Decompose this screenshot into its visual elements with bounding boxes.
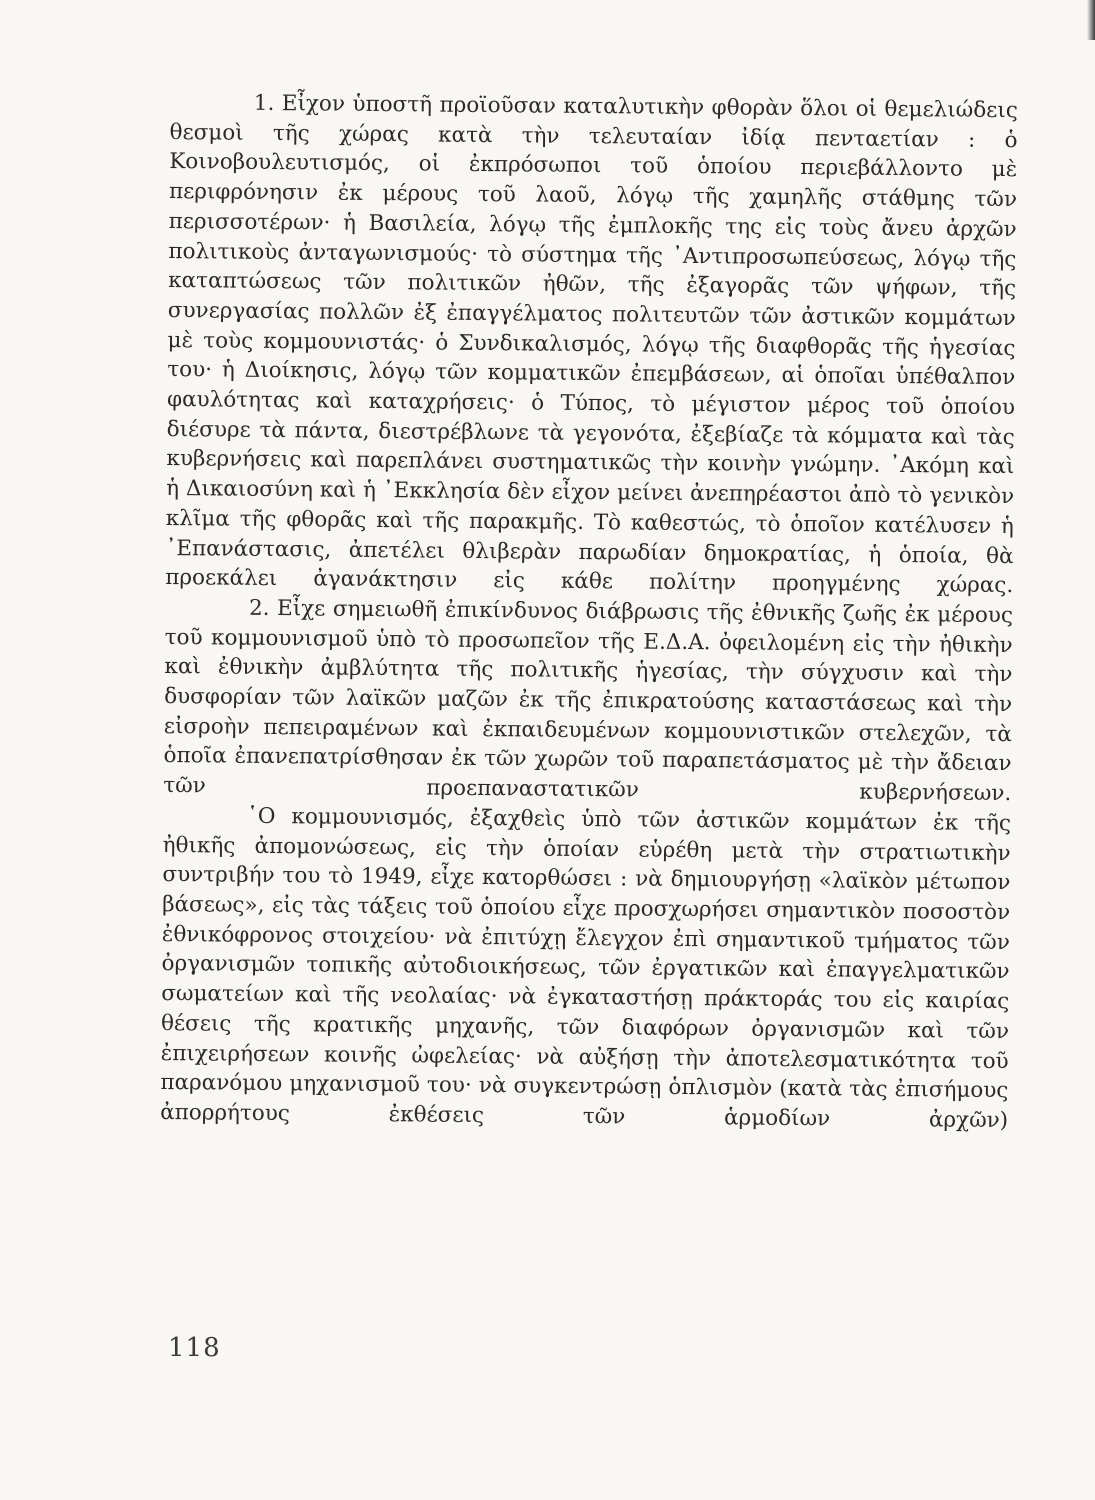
paragraph-2: 2. Εἶχε σημειωθῆ ἐπικίνδυνος διάβρωσις τῆς ἐθνικῆς ζωῆς ἐκ μέρους τοῦ κομμουνισμοῦ ὑπὸ τὸ προσωπεῖον τῆς Ε.Δ.Α. ὀφειλομένη εἰς τὴν ἠθικὴν καὶ ἐθνικὴν ἀμβλύτητα τῆς πολιτικῆς ἡγεσίας, τὴν σύγχυσιν καὶ τὴν δυσφορίαν τῶν λαϊκῶν μαζῶν ἐκ τῆς ἐπικρατούσης καταστάσεως καὶ τὴν εἰσροὴν πεπειραμένων καὶ ἐκπαιδευμένων κομμουνιστικῶν στελεχῶν, τὰ ὁποῖα ἐπανεπατρίσθησαν ἐκ τῶν χωρῶν τοῦ παραπετάσματος μὲ τὴν ἄδειαν τῶν προεπαναστατικῶν κυβερνήσεων. bbox=[163, 595, 1014, 807]
paragraph-3: ῾Ο κομμουνισμός, ἐξαχθεὶς ὑπὸ τῶν ἀστικῶν κομμάτων ἐκ τῆς ἠθικῆς ἀπομονώσεως, εἰς τὴν ὁποίαν εὑρέθη μετὰ τὴν στρατιωτικὴν συντριβήν του τὸ 1949, εἶχε κατορθώσει : νὰ δημιουργήσῃ «λαϊκὸν μέτωπον βάσεως», εἰς τὰς τάξεις τοῦ ὁποίου εἶχε προσχωρήσει σημαντικὸν ποσοστὸν ἐθνικόφρονος στοιχείου· νὰ ἐπιτύχῃ ἔλεγχον ἐπὶ σημαντικοῦ τμήματος τῶν ὀργανισμῶν τοπικῆς αὐτοδιοικήσεως, τῶν ἐργατικῶν καὶ ἐπαγγελματικῶν σωματείων καὶ τῆς νεολαίας· νὰ ἐγκαταστήσῃ πράκτοράς του εἰς καιρίας θέσεις τῆς κρατικῆς μηχανῆς, τῶν διαφόρων ὀργανισμῶν καὶ τῶν ἐπιχειρήσεων κοινῆς ὠφελείας· νὰ αὐξήσῃ τὴν ἀποτελεσματικότητα τοῦ παρανόμου μηχανισμοῦ του· νὰ συγκεντρώσῃ ὁπλισμὸν (κατὰ τὰς ἐπισήμους ἀπορρήτους ἐκθέσεις τῶν ἁρμοδίων ἀρχῶν) bbox=[160, 803, 1012, 1133]
paragraph-1: 1. Εἶχον ὑποστῆ προϊοῦσαν καταλυτικὴν φθορὰν ὅλοι οἱ θεμελιώδεις θεσμοὶ τῆς χώρας κατὰ τὴν τελευταίαν ἰδίᾳ πενταετίαν : ὁ Κοινοβουλευτισμός, οἱ ἐκπρόσωποι τοῦ ὁποίου περιεβάλλοντο μὲ περιφρόνησιν ἐκ μέρους τοῦ λαοῦ, λόγῳ τῆς χαμηλῆς στάθμης τῶν περισσοτέρων· ἡ Βασιλεία, λόγῳ τῆς ἐμπλοκῆς της εἰς τοὺς ἄνευ ἀρχῶν πολιτικοὺς ἀνταγωνισμούς· τὸ σύστημα τῆς ᾿Αντιπροσωπεύσεως, λόγῳ τῆς καταπτώσεως τῶν πολιτικῶν ἠθῶν, τῆς ἐξαγορᾶς τῶν ψήφων, τῆς συνεργασίας πολλῶν ἐξ ἐπαγγέλματος πολιτευτῶν τῶν ἀστικῶν κομμάτων μὲ τοὺς κομμουνιστάς· ὁ Συνδικαλισμός, λόγῳ τῆς διαφθορᾶς τῆς ἡγεσίας του· ἡ Διοίκησις, λόγῳ τῶν κομματικῶν ἐπεμβάσεων, αἱ ὁποῖαι ὑπέθαλπον φαυλότητας καὶ καταχρήσεις· ὁ Τύπος, τὸ μέγιστον μέρος τοῦ ὁποίου διέσυρε τὰ πάντα, διεστρέβλωνε τὰ γεγονότα, ἐξεβίαζε τὰ κόμματα καὶ τὰς κυβερνήσεις καὶ παρεπλάνει συστηματικῶς τὴν κοινὴν γνώμην. ᾿Ακόμη καὶ ἡ Δικαιοσύνη καὶ ἡ ᾿Εκκλησία δὲν εἶχον μείνει ἀνεπηρέαστοι ἀπὸ τὸ γενικὸν κλῖμα τῆς φθορᾶς καὶ τῆς παρακμῆς. Τὸ καθεστώς, τὸ ὁποῖον κατέλυσεν ἡ ᾿Επανάστασις, ἀπετέλει θλιβερὰν παρωδίαν δημοκρατίας, ἡ ὁποία, θὰ προεκάλει ἀγανάκτησιν εἰς κάθε πολίτην προηγμένης χώρας. bbox=[165, 90, 1018, 599]
scan-edge-shadow bbox=[1087, 0, 1095, 40]
page-number: 118 bbox=[168, 1333, 221, 1363]
body-text bbox=[160, 88, 1018, 1136]
